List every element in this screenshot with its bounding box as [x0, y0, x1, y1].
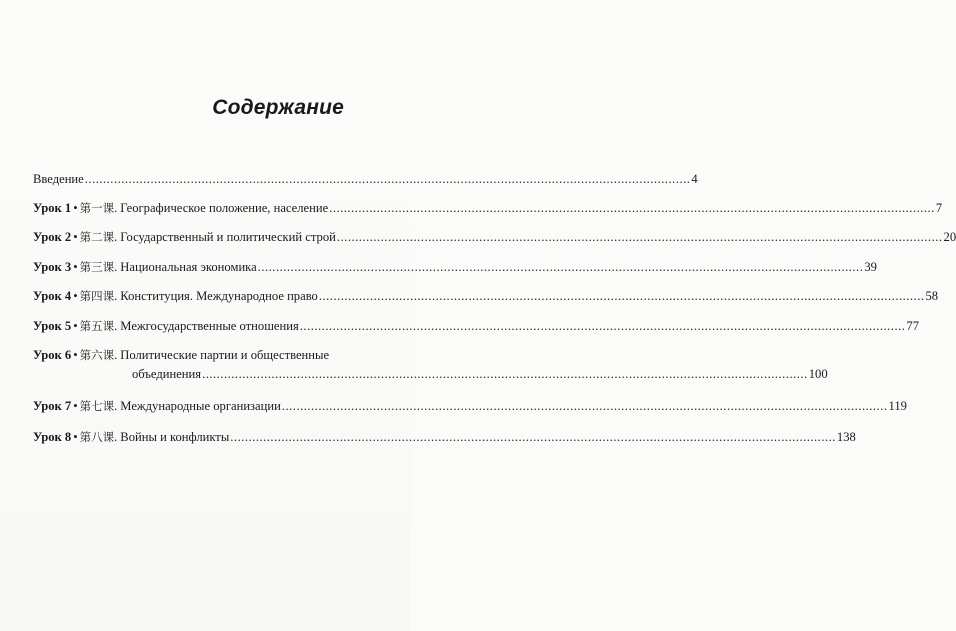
- toc-entry-intro: [33, 172, 698, 187]
- bullet: •: [73, 319, 78, 333]
- toc-entry-title: Политические партии и общественные: [120, 348, 330, 362]
- dot-leader: [300, 319, 906, 334]
- lesson-label: Урок 8: [33, 430, 72, 444]
- lesson-chinese: 第六课: [79, 348, 115, 362]
- toc-page-number: 77: [906, 319, 920, 333]
- toc-page-number: 119: [888, 399, 907, 413]
- lesson-chinese: 第五课: [79, 319, 115, 333]
- lesson-chinese: 第七课: [79, 399, 115, 413]
- lesson-label: Урок 6: [33, 348, 72, 362]
- dot-leader: [258, 260, 864, 275]
- lesson-label: Урок 5: [33, 319, 72, 333]
- bullet: •: [73, 399, 78, 413]
- separator: .: [114, 230, 118, 244]
- lesson-label: Урок 4: [33, 289, 72, 303]
- page-title: Содержание: [212, 96, 344, 119]
- toc-entry-lesson-1: [33, 201, 943, 216]
- toc-page-number: 20: [943, 230, 956, 244]
- dot-leader: [85, 172, 691, 187]
- bullet: •: [73, 289, 78, 303]
- toc-entry-title: Национальная экономика: [120, 260, 257, 274]
- bullet: •: [73, 348, 78, 362]
- separator: .: [114, 289, 118, 303]
- lesson-label: Урок 1: [33, 201, 72, 215]
- toc-entry-title: Международные организации: [120, 399, 281, 413]
- bullet: •: [73, 230, 78, 244]
- toc-entry-title-continued: объединения: [132, 367, 202, 381]
- bullet: •: [73, 430, 78, 444]
- toc-entry-title: Межгосударственные отношения: [120, 319, 299, 333]
- lesson-label: Урок 2: [33, 230, 72, 244]
- lesson-chinese: 第四课: [79, 289, 115, 303]
- separator: .: [114, 260, 118, 274]
- toc-entry-title: Введение: [33, 172, 84, 186]
- toc-entry-lesson-4: [33, 289, 939, 304]
- toc-page-number: 4: [691, 172, 698, 186]
- dot-leader: [337, 230, 943, 245]
- lesson-chinese: 第一课: [79, 201, 115, 215]
- separator: .: [114, 399, 118, 413]
- toc-entry-title: Войны и конфликты: [120, 430, 230, 444]
- bullet: •: [73, 260, 78, 274]
- toc-page-number: 100: [808, 367, 828, 381]
- toc-entry-title: Конституция. Международное право: [120, 289, 318, 303]
- lesson-chinese: 第八课: [79, 430, 115, 444]
- dot-leader: [319, 289, 925, 304]
- toc-entry-lesson-3: [33, 260, 877, 275]
- toc-page-number: 7: [935, 201, 943, 215]
- toc-entry-lesson-6: [33, 348, 828, 382]
- toc-entry-lesson-8: [33, 430, 856, 445]
- bullet: •: [73, 201, 78, 215]
- lesson-label: Урок 3: [33, 260, 72, 274]
- toc-entry-lesson-5: [33, 319, 920, 334]
- toc-entry-title: Государственный и политический строй: [120, 230, 336, 244]
- lesson-chinese: 第二课: [79, 230, 115, 244]
- dot-leader: [202, 367, 808, 382]
- toc-entry-title: Географическое положение, население: [120, 201, 329, 215]
- dot-leader: [329, 201, 935, 216]
- separator: .: [114, 201, 118, 215]
- separator: .: [114, 430, 118, 444]
- lesson-label: Урок 7: [33, 399, 72, 413]
- toc-page-number: 138: [836, 430, 856, 444]
- separator: .: [114, 319, 118, 333]
- toc-page-number: 39: [864, 260, 877, 274]
- toc-entry-lesson-2: [33, 230, 956, 245]
- toc-page-number: 58: [925, 289, 939, 303]
- lesson-chinese: 第三课: [79, 260, 115, 274]
- toc-entry-lesson-7: [33, 399, 907, 414]
- dot-leader: [282, 399, 888, 414]
- separator: .: [114, 348, 118, 362]
- dot-leader: [230, 430, 836, 445]
